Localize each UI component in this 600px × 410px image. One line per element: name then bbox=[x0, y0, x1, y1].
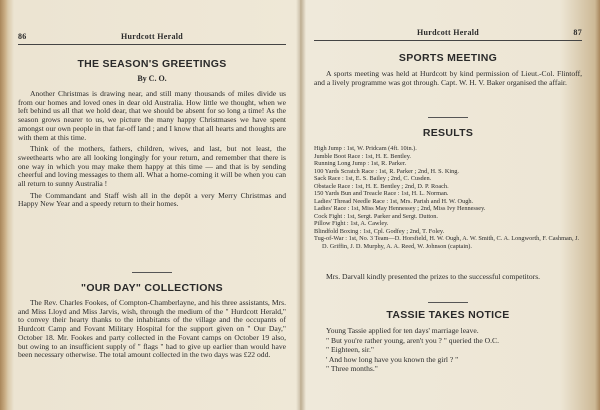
results-list bbox=[314, 145, 582, 250]
collections-body bbox=[18, 299, 286, 360]
greetings-paragraph: Think of the mothers, fathers, children, wives, and last, but not least, the sweethearts who are all looking longingly for your return, and remember that there is one way in which you may make them happy at this time — and that is by sending cheerful and loving messages to them all. What a home-coming it will be when you can all return to sunny Australia ! bbox=[18, 144, 286, 189]
gutter-shadow bbox=[296, 0, 306, 410]
greetings-paragraph: The Commandant and Staff wish all in the depôt a very Merry Christmas and Happy New Year and a speedy return to their homes. bbox=[18, 190, 286, 209]
tassie-line: ' And how long have you known the girl ? " bbox=[326, 354, 459, 364]
page-number-left: 86 bbox=[18, 32, 27, 41]
section-divider-right-2 bbox=[428, 302, 468, 303]
result-item: 100 Yards Scratch Race : 1st, R. Parker ; 2nd, H. S. King. bbox=[314, 167, 459, 175]
result-item: Ladies' Thread Needle Race : 1st, Mrs. Parish and H. W. Ough. bbox=[314, 197, 474, 205]
tassie-body bbox=[314, 326, 582, 374]
collections-paragraph: The Rev. Charles Fookes, of Compton-Chamberlayne, and his three assistants, Mrs. and Miss Lloyd and Miss Jarvis, wish, through the medium of the " Hurdcott Herald," to convey their hearty thanks to the inhabitants of the village and the occupants of Hurdcott Camp and Fovant Military Hospital for the support given on " Our Day," October 18. Mr. Fookes and party collected in the Fovant camps on October 19 also, but owing to an insufficient supply of " flags " had to give up earlier than would have been necessary otherwise. The total amount collected in the two days was £22 odd. bbox=[18, 298, 286, 360]
header-rule-right bbox=[314, 40, 582, 41]
page-number-right: 87 bbox=[573, 28, 582, 37]
sports-intro bbox=[314, 70, 582, 87]
tassie-line: " Eighteen, sir." bbox=[326, 345, 374, 355]
greetings-byline: By C. O. bbox=[137, 74, 167, 83]
tassie-heading: TASSIE TAKES NOTICE bbox=[386, 309, 510, 321]
result-item: Tug-of-War : 1st, No. 3 Team—D. Horsfield, H. W. Ough, A. W. Smith, C. A. Longworth, F. Cashman, J. D. Griffin, J. D. Murphy, A. A. Reed, W. Johnson (captain). bbox=[314, 235, 580, 250]
sports-heading: SPORTS MEETING bbox=[398, 52, 498, 64]
results-heading: RESULTS bbox=[422, 127, 474, 139]
section-divider-left bbox=[132, 272, 172, 273]
sports-closing bbox=[314, 273, 582, 282]
result-item: Pillow Fight : 1st, A. Cawley. bbox=[314, 220, 389, 227]
sports-intro-paragraph: A sports meeting was held at Hurdcott by kind permission of Lieut.-Col. Flintoff, and a lively programme was got through. Capt. W. H. V. Baker organised the affair. bbox=[314, 69, 582, 87]
result-item: High Jump : 1st, W. Pridcam (4ft. 10in.). bbox=[314, 145, 417, 152]
sports-closing-paragraph: Mrs. Darvall kindly presented the prizes to the successful competitors. bbox=[326, 272, 541, 281]
result-item: Obstacle Race : 1st, H. E. Bentley ; 2nd, D. P. Roach. bbox=[314, 182, 449, 190]
result-item: Running Long Jump : 1st, R. Parker. bbox=[314, 160, 407, 167]
left-page bbox=[18, 0, 286, 410]
greetings-body bbox=[18, 90, 286, 209]
result-item: Ladies' Race : 1st, Miss May Hennessey ; 2nd, Miss Ivy Hennessey. bbox=[314, 205, 486, 212]
result-item: Blindfold Boxing : 1st, Cpl. Godfey ; 2nd, T. Foley. bbox=[314, 227, 445, 235]
greetings-paragraph: Another Christmas is drawing near, and still many thousands of miles divide us from our homes and loved ones in dear old Australia. How little we thought, when we left behind us all that we hold dear, that we should be absent for so long a time! As the season grows nearer to us, we picture the many happy Christmases we have spent amongst our own people in that far-off land ; and I know that all hearts and thoughts are with them at this time. bbox=[18, 89, 286, 142]
tassie-line: " Three months." bbox=[326, 364, 378, 374]
header-rule-left bbox=[18, 44, 286, 45]
result-item: Sack Race : 1st, E. S. Bailey ; 2nd, C. Cusden. bbox=[314, 175, 432, 182]
running-head-title-right: Hurdcott Herald bbox=[416, 28, 480, 37]
result-item: Jumble Boot Race : 1st, H. E. Bentley. bbox=[314, 152, 412, 160]
right-page bbox=[314, 0, 582, 410]
collections-heading: "OUR DAY" COLLECTIONS bbox=[81, 282, 223, 294]
section-divider-right-1 bbox=[428, 117, 468, 118]
result-item: Cock Fight : 1st, Sergt. Parker and Sergt. Dutton. bbox=[314, 212, 438, 220]
tassie-line: " But you're rather young, aren't you ? " queried the O.C. bbox=[326, 335, 499, 345]
running-head-title-left: Hurdcott Herald bbox=[120, 32, 184, 41]
greetings-heading: THE SEASON'S GREETINGS bbox=[77, 58, 227, 70]
tassie-line: Young Tassie applied for ten days' marriage leave. bbox=[326, 326, 479, 335]
result-item: 150 Yards Bun and Treacle Race : 1st, H. L. Norman. bbox=[314, 190, 449, 197]
